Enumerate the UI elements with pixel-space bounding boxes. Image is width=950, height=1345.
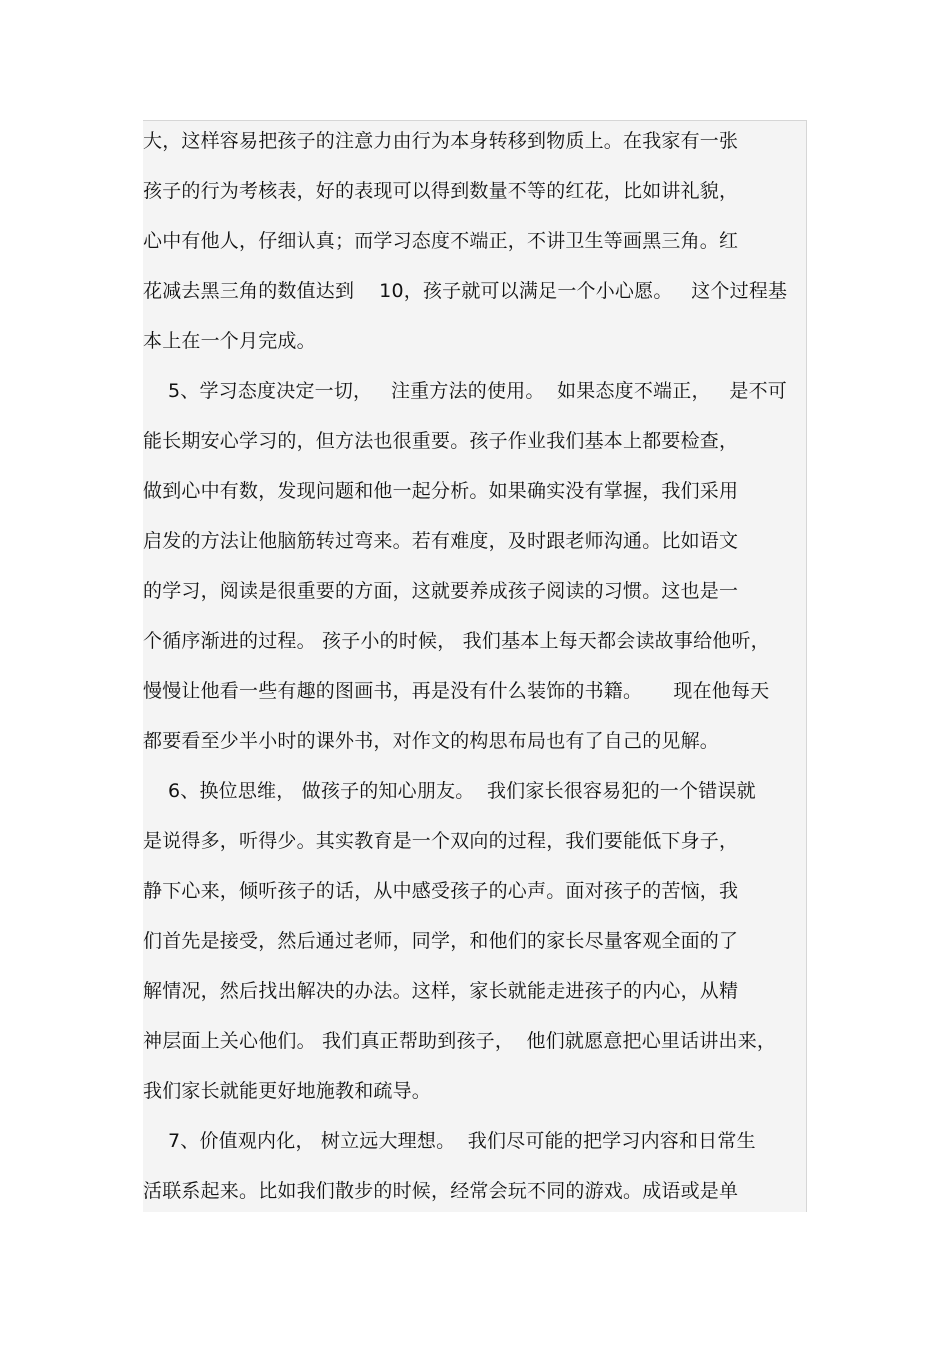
text-line: 心中有他人，仔细认真；而学习态度不端正，不讲卫生等画黑三角。红 [143, 230, 739, 252]
text-line: 活联系起来。比如我们散步的时候，经常会玩不同的游戏。成语或是单 [143, 1180, 739, 1202]
text-line: 的学习，阅读是很重要的方面，这就要养成孩子阅读的习惯。这也是一 [143, 580, 739, 602]
text-line: 本上在一个月完成。 [143, 330, 316, 352]
text-line: 个循序渐进的过程。 孩子小的时候， 我们基本上每天都会读故事给他听， [143, 630, 770, 652]
text-line: 做到心中有数，发现问题和他一起分析。如果确实没有掌握，我们采用 [143, 480, 739, 502]
text-line: 5、学习态度决定一切， 注重方法的使用。 如果态度不端正， 是不可 [143, 380, 787, 402]
text-line: 解情况，然后找出解决的办法。这样，家长就能走进孩子的内心，从精 [143, 980, 739, 1002]
text-line: 慢慢让他看一些有趣的图画书，再是没有什么装饰的书籍。 现在他每天 [143, 680, 770, 702]
text-line: 能长期安心学习的，但方法也很重要。孩子作业我们基本上都要检查， [143, 430, 739, 452]
text-line: 大，这样容易把孩子的注意力由行为本身转移到物质上。在我家有一张 [143, 130, 739, 152]
text-line: 神层面上关心他们。 我们真正帮助到孩子， 他们就愿意把心里话讲出来， [143, 1030, 777, 1052]
text-line: 7、价值观内化， 树立远大理想。 我们尽可能的把学习内容和日常生 [143, 1130, 756, 1152]
text-line: 6、换位思维， 做孩子的知心朋友。 我们家长很容易犯的一个错误就 [143, 780, 756, 802]
text-line: 们首先是接受，然后通过老师，同学，和他们的家长尽量客观全面的了 [143, 930, 739, 952]
text-line: 静下心来，倾听孩子的话，从中感受孩子的心声。面对孩子的苦恼，我 [143, 880, 739, 902]
text-line: 是说得多，听得少。其实教育是一个双向的过程，我们要能低下身子， [143, 830, 739, 852]
text-line: 孩子的行为考核表，好的表现可以得到数量不等的红花，比如讲礼貌， [143, 180, 739, 202]
text-line: 启发的方法让他脑筋转过弯来。若有难度，及时跟老师沟通。比如语文 [143, 530, 739, 552]
text-line: 我们家长就能更好地施教和疏导。 [143, 1080, 432, 1102]
text-line: 花减去黑三角的数值达到 10，孩子就可以满足一个小心愿。 这个过程基 [143, 280, 788, 302]
text-line: 都要看至少半小时的课外书，对作文的构思布局也有了自己的见解。 [143, 730, 720, 752]
